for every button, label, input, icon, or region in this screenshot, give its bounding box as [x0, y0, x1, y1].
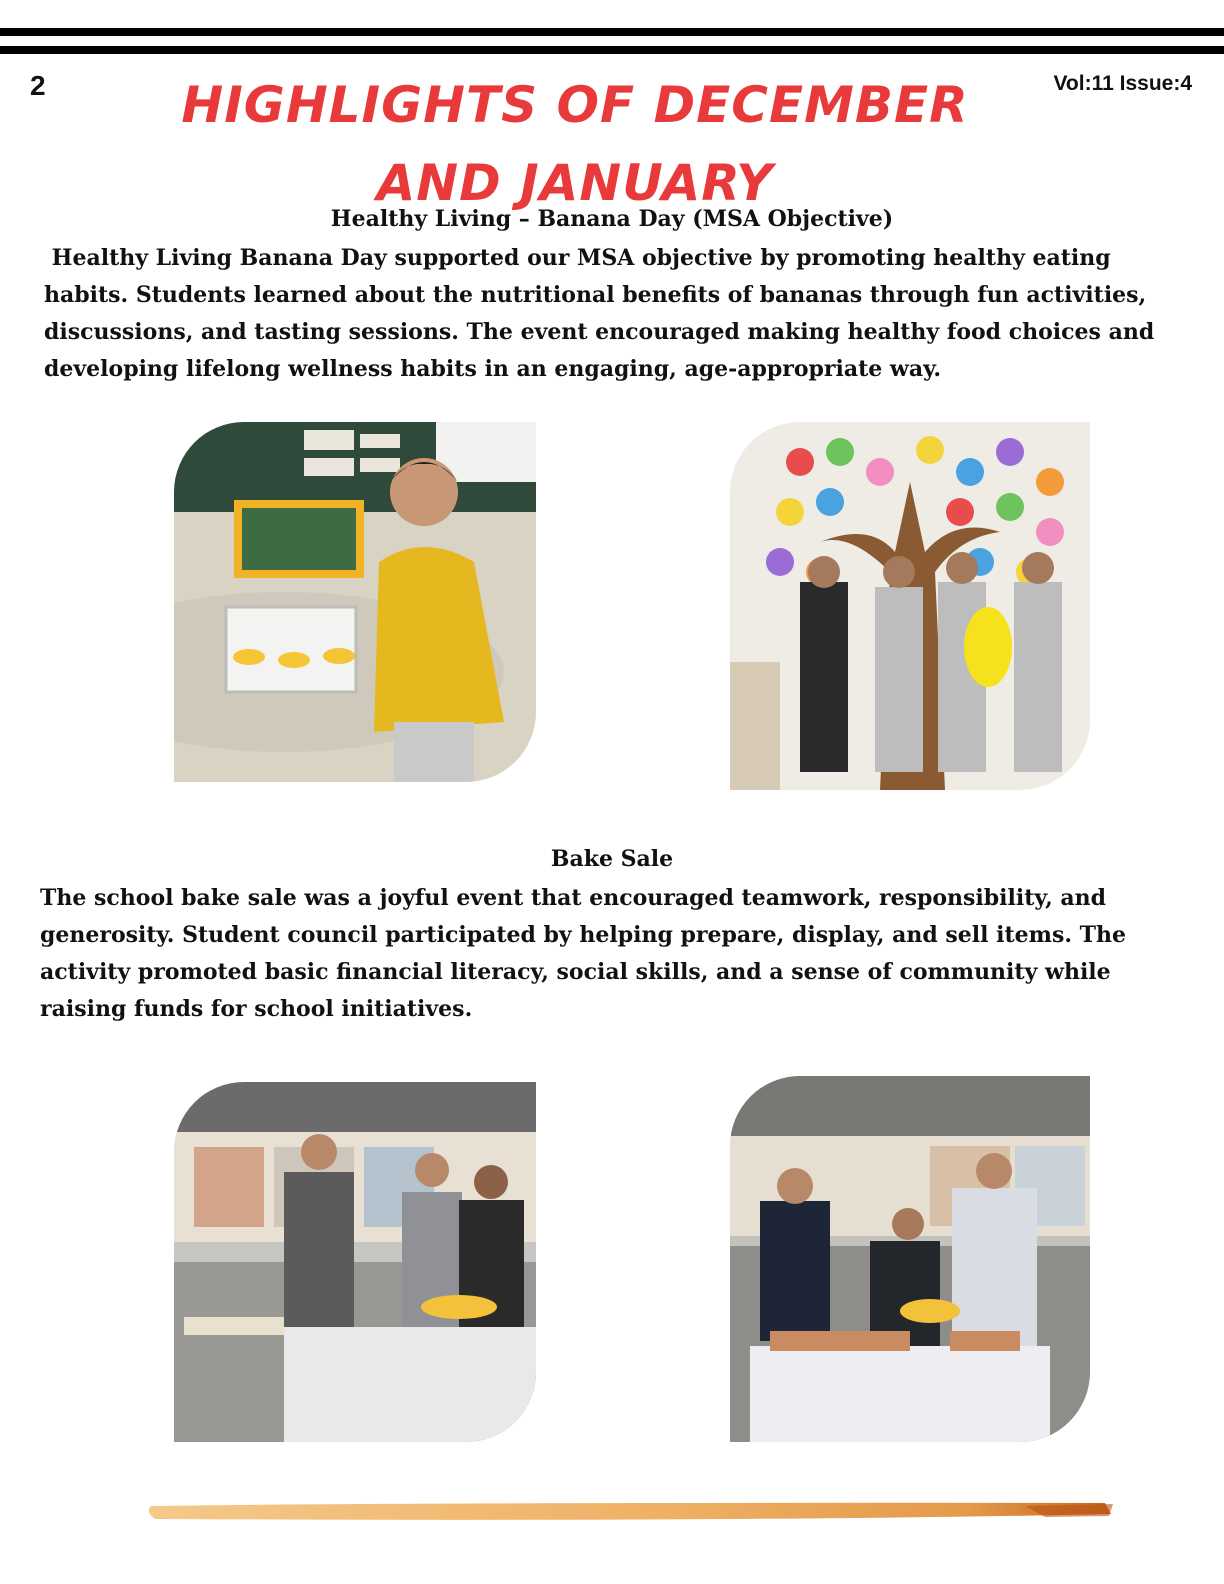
photo-banana-day-boy	[174, 422, 536, 782]
section-body-banana-day: Healthy Living Banana Day supported our MSA objective by promoting healthy eating habits. Students learned about the nutritional benefits of bananas through fun activities, discussions, and tasting sessions. The event encouraged making healthy food choices and developing lifelong wellness habits in an engaging, age-appropriate way.	[44, 245, 1162, 382]
page-number: 2	[30, 70, 46, 101]
photo-banana-day-kids-mural	[730, 422, 1090, 790]
section-body-bake-sale: The school bake sale was a joyful event that encouraged teamwork, responsibility, and generosity. Student council participated by helping prepare, display, and sell items. The activity promoted basic financial literacy, social skills, and a sense of community while raising funds for school initiatives.	[40, 885, 1127, 1022]
issue-label: Vol:11 Issue:4	[1053, 72, 1192, 95]
section-title-bake-sale: Bake Sale	[550, 846, 674, 872]
section-title-banana-day: Healthy Living – Banana Day (MSA Objective)	[330, 206, 894, 232]
top-rule-thick	[0, 28, 1224, 36]
photo-bake-sale-left	[174, 1082, 536, 1442]
decorative-brush-stroke	[145, 1500, 1115, 1522]
photo-bake-sale-right	[730, 1076, 1090, 1442]
top-rule-second	[0, 46, 1224, 54]
page-title: HIGHLIGHTS OF DECEMBER AND JANUARY	[181, 76, 969, 212]
